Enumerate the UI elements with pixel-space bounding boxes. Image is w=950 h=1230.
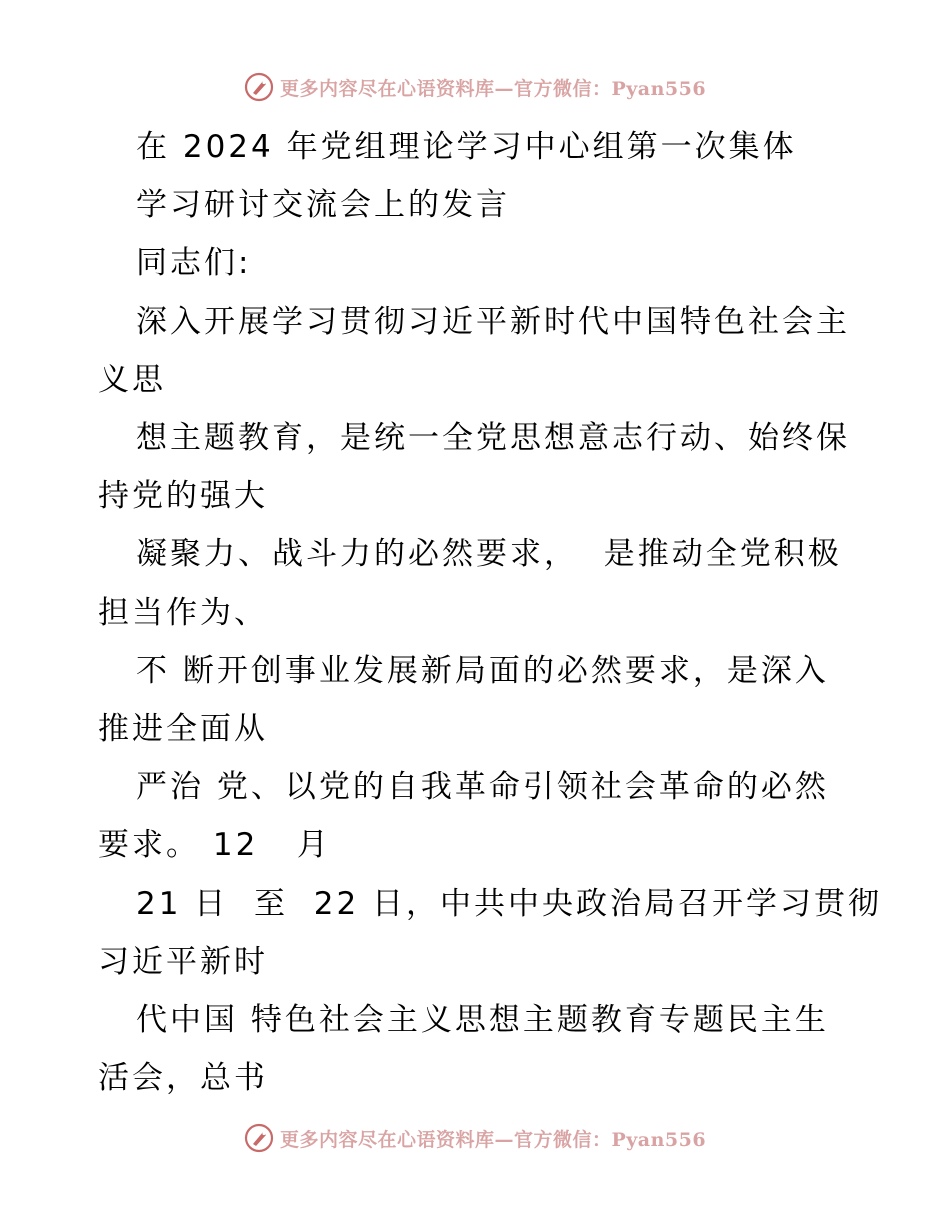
body-line: 严治 党、以党的自我革命引领社会革命的必然 <box>136 769 829 805</box>
body-line: 想主题教育，是统一全党思想意志行动、始终保 <box>136 420 850 456</box>
watermark-text: 更多内容尽在心语资料库—官方微信：Pyan556 <box>279 77 707 100</box>
pen-nib-seal-icon <box>244 72 274 102</box>
salutation: 同志们: <box>136 245 252 281</box>
body-line: 凝聚力、战斗力的必然要求， 是推动全党积极 <box>136 536 842 572</box>
body-line: 义思 <box>98 362 166 398</box>
footer-watermark-banner <box>0 1123 950 1153</box>
pen-nib-seal-icon <box>244 1123 274 1153</box>
body-line: 21 日 至 22 日，中共中央政治局召开学习贯彻 <box>136 886 883 922</box>
body-line: 不 断开创事业发展新局面的必然要求，是深入 <box>136 653 829 689</box>
body-line: 推进全面从 <box>98 711 268 747</box>
document-title-line-2: 学习研讨交流会上的发言 <box>136 187 510 223</box>
document-title-line-1: 在 2024 年党组理论学习中心组第一次集体 <box>136 129 797 165</box>
body-line: 代中国 特色社会主义思想主题教育专题民主生 <box>136 1002 829 1038</box>
body-line: 活会，总书 <box>98 1060 268 1096</box>
header-watermark-banner <box>0 72 950 102</box>
watermark-text: 更多内容尽在心语资料库—官方微信：Pyan556 <box>279 1128 707 1151</box>
body-line: 习近平新时 <box>98 944 268 980</box>
body-line: 持党的强大 <box>98 478 268 514</box>
body-line: 深入开展学习贯彻习近平新时代中国特色社会主 <box>136 304 850 340</box>
body-line: 担当作为、 <box>98 595 268 631</box>
body-line: 要求。 12 月 <box>98 827 331 863</box>
